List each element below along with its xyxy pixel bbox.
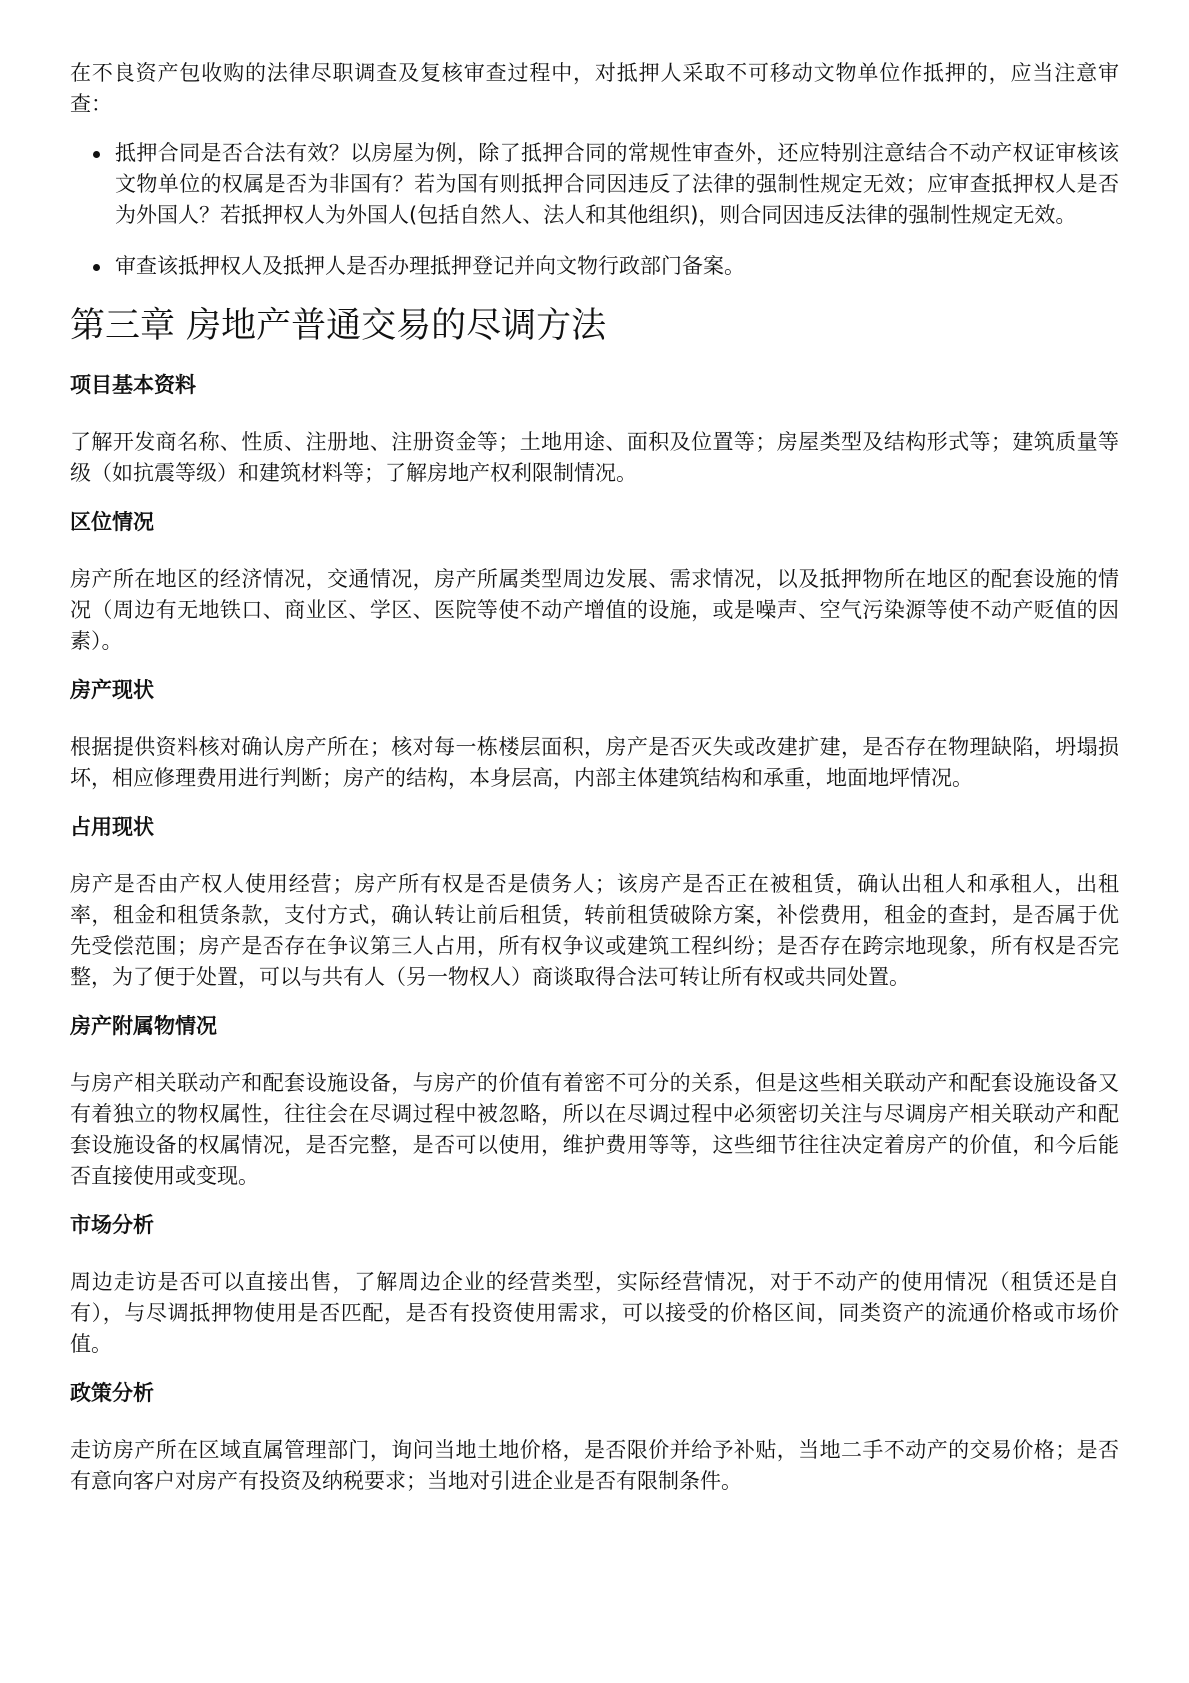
section-body: 了解开发商名称、性质、注册地、注册资金等；土地用途、面积及位置等；房屋类型及结构形式等；建筑质量等级（如抗震等级）和建筑材料等；了解房地产权利限制情况。 bbox=[70, 430, 1119, 485]
intro-paragraph: 在不良资产包收购的法律尽职调查及复核审查过程中，对抵押人采取不可移动文物单位作抵押的，应当注意审查： bbox=[70, 61, 1119, 116]
section-market-analysis bbox=[70, 1210, 1119, 1360]
section-title: 政策分析 bbox=[70, 1381, 154, 1405]
section-title: 区位情况 bbox=[70, 510, 154, 534]
section-body: 根据提供资料核对确认房产所在；核对每一栋楼层面积，房产是否灭失或改建扩建，是否存在物理缺陷，坍塌损坏，相应修理费用进行判断；房产的结构，本身层高，内部主体建筑结构和承重，地面地坪情况。 bbox=[70, 735, 1119, 790]
section-basic-info bbox=[70, 370, 1119, 489]
section-title: 占用现状 bbox=[70, 815, 154, 839]
section-title: 市场分析 bbox=[70, 1213, 154, 1237]
section-occupancy bbox=[70, 812, 1119, 993]
section-policy-analysis bbox=[70, 1378, 1119, 1497]
bullet-item-validity: 抵押合同是否合法有效？以房屋为例，除了抵押合同的常规性审查外，还应特别注意结合不动产权证审核该文物单位的权属是否为非国有？若为国有则抵押合同因违反了法律的强制性规定无效；应审查抵押权人是否为外国人？若抵押权人为外国人(包括自然人、法人和其他组织)，则合同因违反法律的强制性规定无效。 bbox=[115, 138, 1119, 231]
section-property-status bbox=[70, 675, 1119, 794]
section-body: 房产所在地区的经济情况，交通情况，房产所属类型周边发展、需求情况，以及抵押物所在地区的配套设施的情况（周边有无地铁口、商业区、学区、医院等使不动产增值的设施，或是噪声、空气污染源等使不动产贬值的因素）。 bbox=[70, 567, 1119, 653]
review-points-list bbox=[70, 138, 1119, 282]
section-body: 周边走访是否可以直接出售，了解周边企业的经营类型，实际经营情况，对于不动产的使用情况（租赁还是自有），与尽调抵押物使用是否匹配，是否有投资使用需求，可以接受的价格区间，同类资产的流通价格或市场价值。 bbox=[70, 1270, 1119, 1356]
bullet-item-registration: 审查该抵押权人及抵押人是否办理抵押登记并向文物行政部门备案。 bbox=[115, 251, 1119, 282]
section-location bbox=[70, 507, 1119, 657]
section-body: 走访房产所在区域直属管理部门，询问当地土地价格，是否限价并给予补贴，当地二手不动产的交易价格；是否有意向客户对房产有投资及纳税要求；当地对引进企业是否有限制条件。 bbox=[70, 1438, 1119, 1493]
section-body: 与房产相关联动产和配套设施设备，与房产的价值有着密不可分的关系，但是这些相关联动产和配套设施设备又有着独立的物权属性，往往会在尽调过程中被忽略，所以在尽调过程中必须密切关注与尽调房产相关联动产和配套设施设备的权属情况，是否完整，是否可以使用，维护费用等等，这些细节往往决定着房产的价值，和今后能否直接使用或变现。 bbox=[70, 1071, 1119, 1188]
chapter-title: 第三章 房地产普通交易的尽调方法 bbox=[70, 306, 607, 346]
section-body: 房产是否由产权人使用经营；房产所有权是否是债务人；该房产是否正在被租赁，确认出租人和承租人，出租率，租金和租赁条款，支付方式，确认转让前后租赁，转前租赁破除方案，补偿费用，租金的查封，是否属于优先受偿范围；房产是否存在争议第三人占用，所有权争议或建筑工程纠纷；是否存在跨宗地现象，所有权是否完整，为了便于处置，可以与共有人（另一物权人）商谈取得合法可转让所有权或共同处置。 bbox=[70, 872, 1119, 989]
section-title: 房产附属物情况 bbox=[70, 1014, 217, 1038]
section-appurtenances bbox=[70, 1011, 1119, 1192]
section-title: 房产现状 bbox=[70, 678, 154, 702]
section-title: 项目基本资料 bbox=[70, 373, 196, 397]
